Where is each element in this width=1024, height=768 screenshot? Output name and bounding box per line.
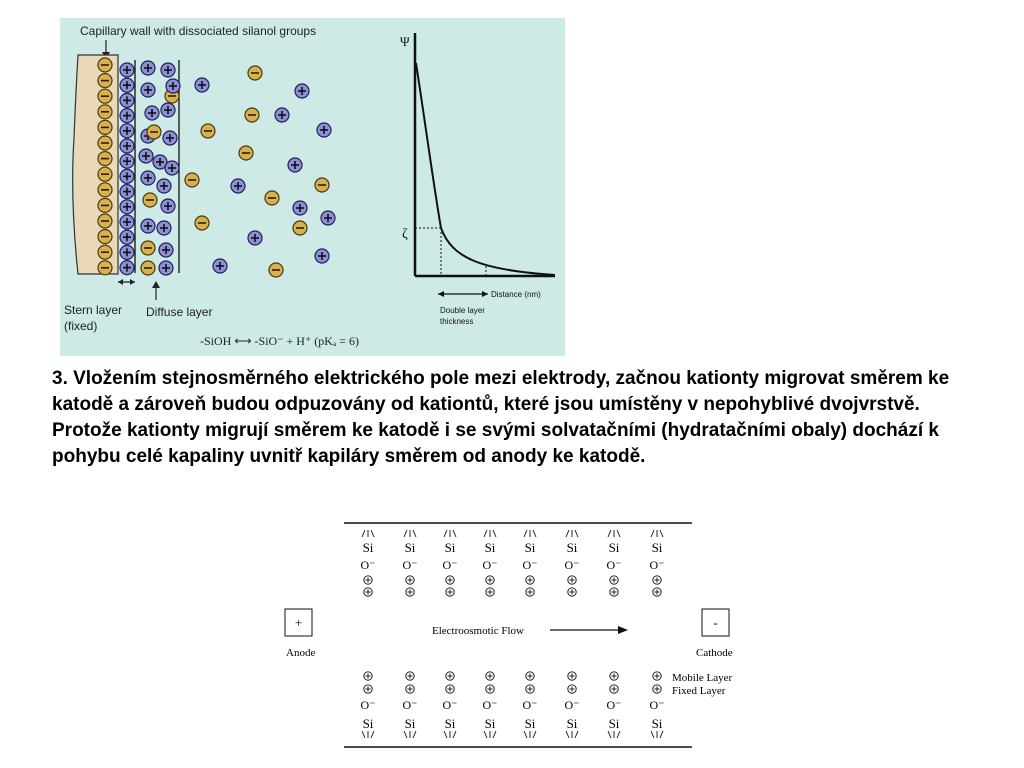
distance-label: Distance (nm)	[491, 290, 541, 299]
cathode-sign: -	[713, 615, 718, 630]
caption-paragraph: 3. Vložením stejnosměrného elektrického pole mezi elektrody, začnou kationty migrovat směrem ke katodě a zároveň budou odpuzovány od kationtů, které jsou umístěny v nepohyblivé dvojvrstvě. Protože kationty migrují směrem ke katodě i se svými solvatačními (hydratačními obaly) dochází k pohybu celé kapaliny uvnitř kapiláry směrem od anody ke katodě.	[52, 368, 950, 467]
electroosmotic-flow-figure	[272, 516, 762, 756]
wall-anion-icon	[98, 245, 112, 259]
flow-arrow-head	[618, 626, 628, 634]
fixed-cation-icon	[406, 685, 414, 693]
diffuse-cation-icon	[166, 79, 180, 93]
oxide-anion: O⁻	[442, 558, 458, 572]
bulk-cation-icon	[295, 84, 309, 98]
fixed-cation-icon	[486, 685, 494, 693]
silicon-atom: Si	[651, 540, 663, 555]
diffuse-anion-icon	[147, 125, 161, 139]
stern-cation-icon	[120, 215, 134, 229]
stern-cation-icon	[120, 200, 134, 214]
wall-anion-icon	[98, 152, 112, 166]
diffuse-anion-icon	[141, 241, 155, 255]
diffuse-cation-icon	[159, 243, 173, 257]
fixed-cation-icon	[568, 588, 576, 596]
stern-fixed-label: (fixed)	[64, 319, 98, 333]
mobile-cation-icon	[653, 576, 661, 584]
oxide-anion: O⁻	[442, 698, 458, 712]
anode-label: Anode	[286, 647, 316, 659]
mobile-cation-icon	[653, 672, 661, 680]
silicon-bond-ticks	[404, 530, 416, 537]
diffuse-cation-icon	[145, 106, 159, 120]
diffuse-cation-icon	[141, 61, 155, 75]
silicon-atom: Si	[566, 716, 578, 731]
stern-cation-icon	[120, 93, 134, 107]
diffuse-anion-icon	[141, 261, 155, 275]
oxide-anion: O⁻	[482, 558, 498, 572]
mobile-layer-label: Mobile Layer	[672, 672, 733, 684]
wall-anion-icon	[98, 136, 112, 150]
mobile-cation-icon	[526, 576, 534, 584]
oxide-anion: O⁻	[649, 698, 665, 712]
wall-anion-icon	[98, 89, 112, 103]
double-layer-figure	[60, 18, 565, 356]
silicon-atom: Si	[566, 540, 578, 555]
stern-cation-icon	[120, 230, 134, 244]
stern-layer-label: Stern layer	[64, 303, 123, 317]
wall-anion-icon	[98, 198, 112, 212]
fixed-cation-icon	[446, 685, 454, 693]
fixed-cation-icon	[610, 685, 618, 693]
diffuse-anion-icon	[143, 193, 157, 207]
wall-anion-icon	[98, 74, 112, 88]
bulk-cation-icon	[248, 231, 262, 245]
wall-anion-icon	[98, 214, 112, 228]
bulk-cation-icon	[213, 259, 227, 273]
silicon-bond-ticks	[484, 731, 496, 738]
silicon-bond-ticks	[566, 731, 578, 738]
silicon-bond-ticks	[608, 530, 620, 537]
fixed-cation-icon	[364, 685, 372, 693]
bulk-cation-icon	[315, 249, 329, 263]
silicon-bond-ticks	[651, 530, 663, 537]
psi-axis-label: Ψ	[400, 34, 410, 49]
bulk-anion-icon	[185, 173, 199, 187]
mobile-cation-icon	[364, 576, 372, 584]
mobile-cation-icon	[526, 672, 534, 680]
silicon-bond-ticks	[444, 731, 456, 738]
diffuse-cation-icon	[161, 103, 175, 117]
fixed-cation-icon	[526, 588, 534, 596]
stern-cation-icon	[120, 78, 134, 92]
stern-cation-icon	[120, 63, 134, 77]
silicon-atom: Si	[608, 716, 620, 731]
zeta-label: ζ	[402, 227, 408, 242]
silicon-atom: Si	[484, 716, 496, 731]
bulk-cation-icon	[293, 201, 307, 215]
mobile-cation-icon	[486, 672, 494, 680]
diffuse-cation-icon	[157, 179, 171, 193]
silicon-bond-ticks	[566, 530, 578, 537]
fixed-cation-icon	[610, 588, 618, 596]
silicon-atom: Si	[651, 716, 663, 731]
wall-anion-icon	[98, 105, 112, 119]
fixed-layer-label: Fixed Layer	[672, 685, 726, 697]
silicon-bond-ticks	[608, 731, 620, 738]
diffuse-cation-icon	[165, 161, 179, 175]
bulk-anion-icon	[293, 221, 307, 235]
electroosmotic-flow-label: Electroosmotic Flow	[432, 625, 524, 637]
capillary-wall-title: Capillary wall with dissociated silanol groups	[80, 24, 317, 38]
silicon-bond-ticks	[444, 530, 456, 537]
silicon-bond-ticks	[404, 731, 416, 738]
silicon-bond-ticks	[651, 731, 663, 738]
wall-anion-icon	[98, 120, 112, 134]
oxide-anion: O⁻	[564, 698, 580, 712]
bulk-anion-icon	[239, 146, 253, 160]
oxide-anion: O⁻	[522, 558, 538, 572]
silicon-atom: Si	[362, 540, 374, 555]
anode-sign: +	[294, 615, 303, 630]
capillary-wall	[73, 55, 118, 274]
bulk-cation-icon	[195, 78, 209, 92]
mobile-cation-icon	[446, 576, 454, 584]
mobile-cation-icon	[406, 672, 414, 680]
mobile-cation-icon	[610, 672, 618, 680]
fixed-cation-icon	[653, 588, 661, 596]
oxide-anion: O⁻	[649, 558, 665, 572]
diffuse-cation-icon	[141, 171, 155, 185]
oxide-anion: O⁻	[522, 698, 538, 712]
diffuse-cation-icon	[161, 63, 175, 77]
silicon-atom: Si	[444, 540, 456, 555]
oxide-anion: O⁻	[360, 698, 376, 712]
oxide-anion: O⁻	[402, 698, 418, 712]
bulk-cation-icon	[321, 211, 335, 225]
fixed-cation-icon	[653, 685, 661, 693]
diffuse-cation-icon	[163, 131, 177, 145]
silicon-atom: Si	[404, 540, 416, 555]
mobile-cation-icon	[610, 576, 618, 584]
silanol-equation: -SiOH ⟷ -SiO⁻ + H⁺ (pKₐ = 6)	[200, 334, 360, 348]
wall-anion-icon	[98, 183, 112, 197]
mobile-cation-icon	[486, 576, 494, 584]
mobile-cation-icon	[364, 672, 372, 680]
oxide-anion: O⁻	[402, 558, 418, 572]
diffuse-layer-label: Diffuse layer	[146, 305, 213, 319]
fixed-cation-icon	[486, 588, 494, 596]
silicon-atom: Si	[524, 716, 536, 731]
silicon-atom: Si	[524, 540, 536, 555]
fixed-cation-icon	[446, 588, 454, 596]
silicon-atom: Si	[362, 716, 374, 731]
fixed-cation-icon	[364, 588, 372, 596]
cathode-label: Cathode	[696, 647, 733, 659]
diffuse-cation-icon	[157, 221, 171, 235]
silicon-atom: Si	[608, 540, 620, 555]
diffuse-cation-icon	[159, 261, 173, 275]
silicon-bond-ticks	[362, 731, 374, 738]
diffuse-cation-icon	[139, 149, 153, 163]
silicon-bond-ticks	[524, 530, 536, 537]
silicon-bond-ticks	[362, 530, 374, 537]
stern-cation-icon	[120, 109, 134, 123]
mobile-cation-icon	[446, 672, 454, 680]
oxide-anion: O⁻	[482, 698, 498, 712]
wall-anion-icon	[98, 167, 112, 181]
stern-cation-icon	[120, 245, 134, 259]
top-silanol-groups	[361, 530, 665, 596]
silicon-atom: Si	[484, 540, 496, 555]
silicon-bond-ticks	[524, 731, 536, 738]
mobile-cation-icon	[568, 672, 576, 680]
fixed-cation-icon	[406, 588, 414, 596]
bulk-anion-icon	[245, 108, 259, 122]
bulk-cation-icon	[275, 108, 289, 122]
stern-cation-icon	[120, 139, 134, 153]
oxide-anion: O⁻	[564, 558, 580, 572]
bulk-anion-icon	[269, 263, 283, 277]
wall-anion-icon	[98, 261, 112, 275]
oxide-anion: O⁻	[606, 558, 622, 572]
diffuse-cation-icon	[161, 199, 175, 213]
bottom-silanol-groups	[361, 672, 665, 738]
silicon-atom: Si	[444, 716, 456, 731]
stern-cation-icon	[120, 124, 134, 138]
wall-anion-icon	[98, 58, 112, 72]
diffuse-cation-icon	[141, 83, 155, 97]
diffuse-cation-icon	[141, 219, 155, 233]
silicon-atom: Si	[404, 716, 416, 731]
fixed-cation-icon	[526, 685, 534, 693]
oxide-anion: O⁻	[360, 558, 376, 572]
bulk-cation-icon	[288, 158, 302, 172]
oxide-anion: O⁻	[606, 698, 622, 712]
bulk-cation-icon	[231, 179, 245, 193]
bulk-anion-icon	[315, 178, 329, 192]
fixed-cation-icon	[568, 685, 576, 693]
bulk-anion-icon	[248, 66, 262, 80]
bulk-anion-icon	[195, 216, 209, 230]
stern-cation-icon	[120, 169, 134, 183]
mobile-cation-icon	[406, 576, 414, 584]
stern-cation-icon	[120, 185, 134, 199]
thickness-label: thickness	[440, 317, 474, 326]
figure-background	[60, 18, 565, 356]
silicon-bond-ticks	[484, 530, 496, 537]
mobile-cation-icon	[568, 576, 576, 584]
stern-cation-icon	[120, 154, 134, 168]
stern-cation-icon	[120, 261, 134, 275]
bulk-anion-icon	[201, 124, 215, 138]
wall-anion-icon	[98, 230, 112, 244]
bulk-anion-icon	[265, 191, 279, 205]
bulk-cation-icon	[317, 123, 331, 137]
double-layer-label: Double layer	[440, 306, 485, 315]
